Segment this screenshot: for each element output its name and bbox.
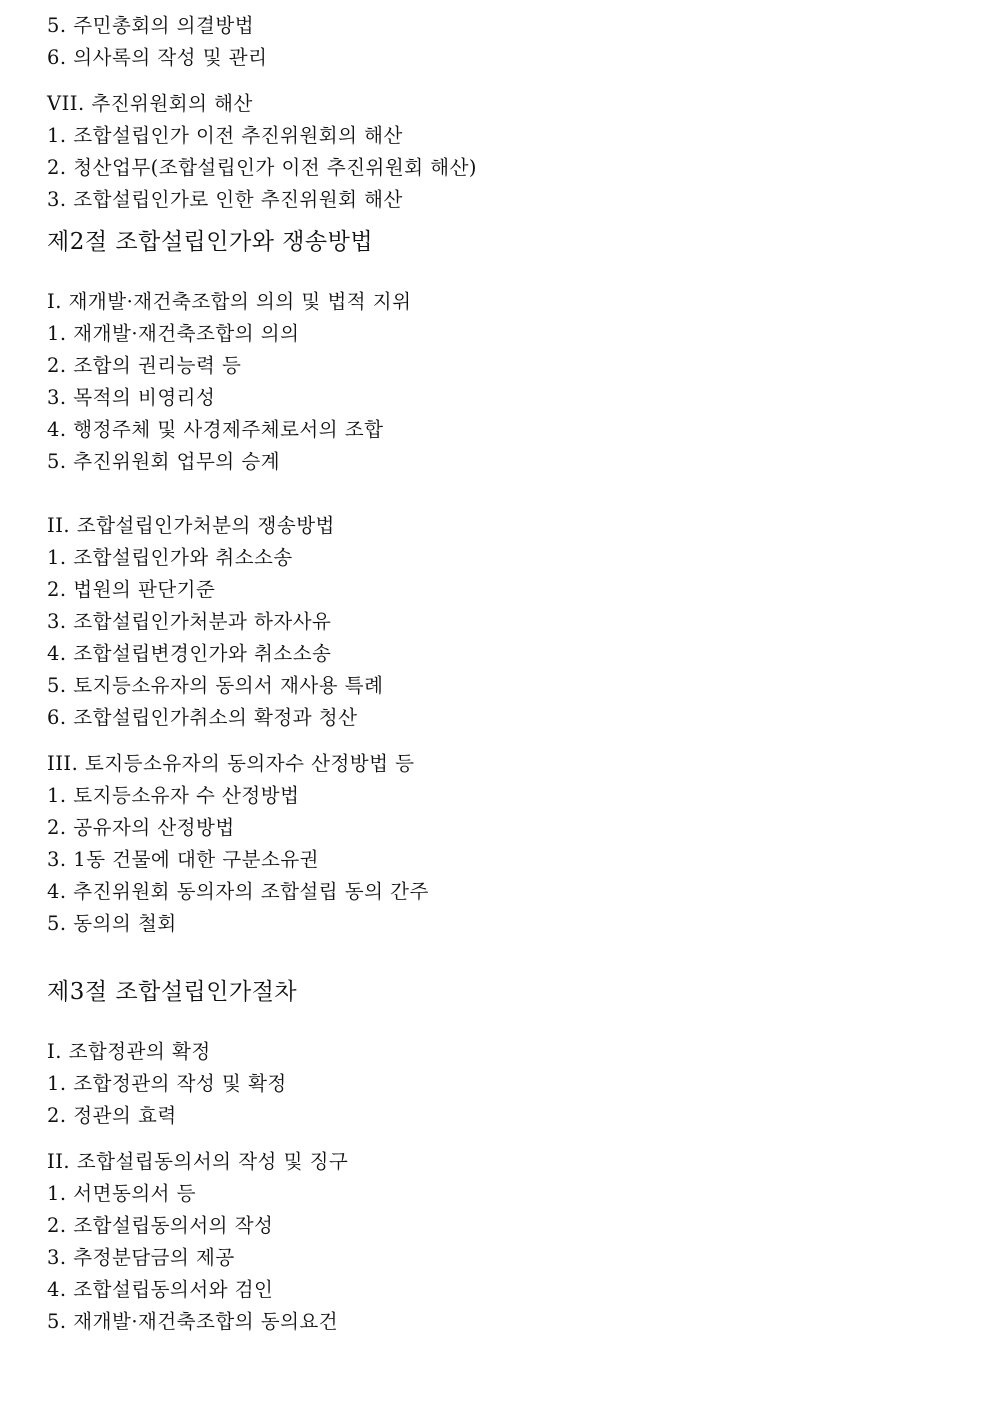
toc-item: 3. 1동 건물에 대한 구분소유권 — [47, 848, 320, 871]
toc-item: 2. 청산업무(조합설립인가 이전 추진위원회 해산) — [47, 156, 478, 179]
toc-item: 6. 조합설립인가취소의 확정과 청산 — [47, 706, 358, 729]
toc-item: 5. 재개발·재건축조합의 동의요건 — [47, 1310, 339, 1333]
toc-roman-heading: VII. 추진위원회의 해산 — [47, 92, 253, 115]
toc-item: 1. 조합설립인가와 취소소송 — [47, 546, 293, 569]
toc-roman-heading: II. 조합설립인가처분의 쟁송방법 — [47, 514, 335, 537]
toc-item: 1. 토지등소유자 수 산정방법 — [47, 784, 300, 807]
toc-item: 4. 조합설립변경인가와 취소소송 — [47, 642, 332, 665]
toc-item: 1. 재개발·재건축조합의 의의 — [47, 322, 300, 345]
toc-item: 2. 조합의 권리능력 등 — [47, 354, 242, 377]
toc-item: 1. 조합정관의 작성 및 확정 — [47, 1072, 287, 1095]
toc-item: 3. 조합설립인가처분과 하자사유 — [47, 610, 332, 633]
toc-roman-heading: I. 재개발·재건축조합의 의의 및 법적 지위 — [47, 290, 412, 313]
section-heading: 제2절 조합설립인가와 쟁송방법 — [47, 229, 374, 255]
toc-item: 3. 추정분담금의 제공 — [47, 1246, 235, 1269]
section-heading: 제3절 조합설립인가절차 — [47, 979, 298, 1005]
toc-item: 4. 조합설립동의서와 검인 — [47, 1278, 274, 1301]
toc-item: 5. 동의의 철회 — [47, 912, 177, 935]
toc-item: 5. 주민총회의 의결방법 — [47, 14, 255, 37]
toc-item: 1. 서면동의서 등 — [47, 1182, 197, 1205]
toc-item: 1. 조합설립인가 이전 추진위원회의 해산 — [47, 124, 403, 147]
toc-item: 2. 조합설립동의서의 작성 — [47, 1214, 274, 1237]
toc-roman-heading: II. 조합설립동의서의 작성 및 징구 — [47, 1150, 349, 1173]
toc-roman-heading: I. 조합정관의 확정 — [47, 1040, 211, 1063]
toc-item: 2. 정관의 효력 — [47, 1104, 177, 1127]
toc-item: 5. 추진위원회 업무의 승계 — [47, 450, 281, 473]
toc-item: 5. 토지등소유자의 동의서 재사용 특례 — [47, 674, 384, 697]
toc-item: 3. 조합설립인가로 인한 추진위원회 해산 — [47, 188, 403, 211]
table-of-contents — [47, 10, 947, 1338]
toc-item: 2. 공유자의 산정방법 — [47, 816, 235, 839]
toc-item: 6. 의사록의 작성 및 관리 — [47, 46, 268, 69]
toc-roman-heading: III. 토지등소유자의 동의자수 산정방법 등 — [47, 752, 415, 775]
toc-item: 4. 추진위원회 동의자의 조합설립 동의 간주 — [47, 880, 429, 903]
toc-item: 4. 행정주체 및 사경제주체로서의 조합 — [47, 418, 384, 441]
toc-item: 2. 법원의 판단기준 — [47, 578, 216, 601]
toc-item: 3. 목적의 비영리성 — [47, 386, 216, 409]
